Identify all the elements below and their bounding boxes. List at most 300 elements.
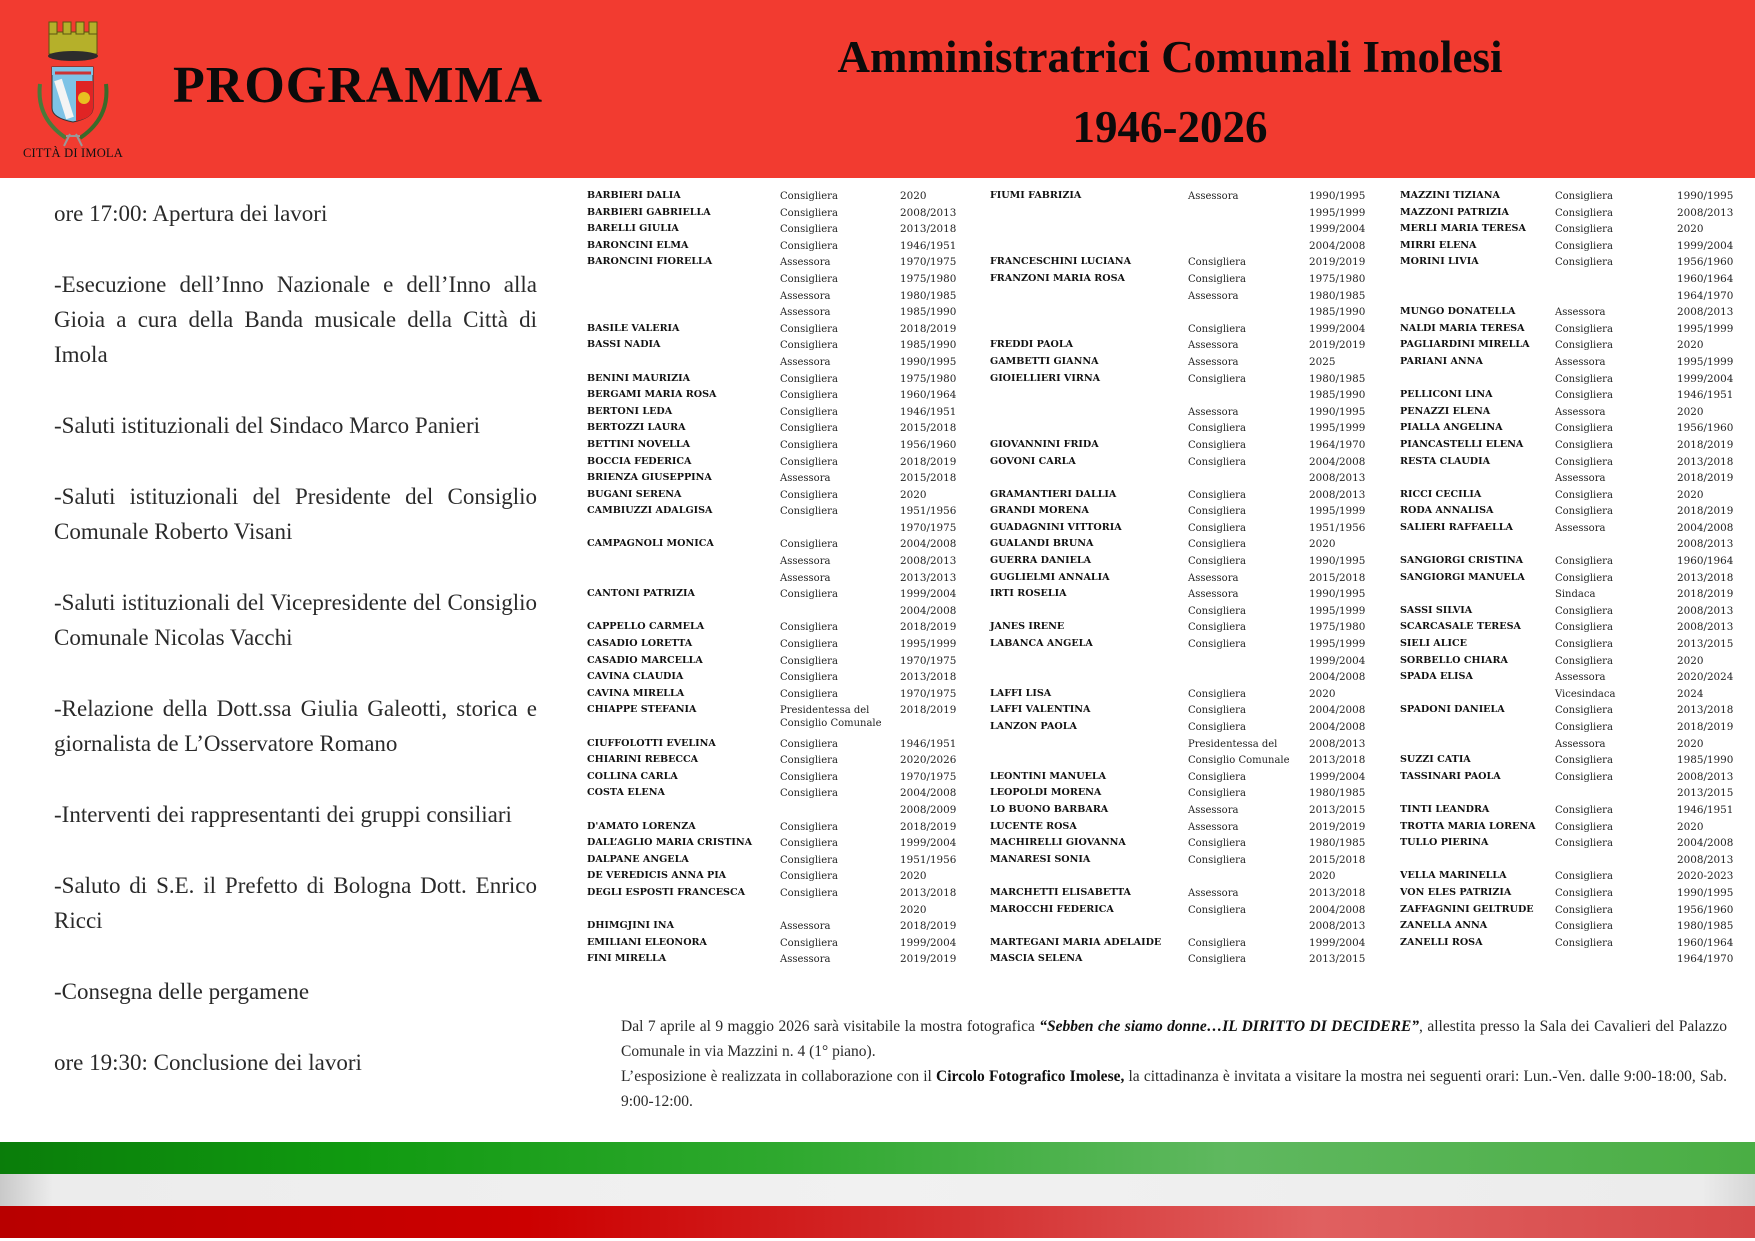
member-years: 1990/1995 — [1677, 886, 1734, 899]
member-name: BASILE VALERIA — [587, 322, 680, 334]
member-name: MARCHETTI ELISABETTA — [990, 886, 1132, 898]
member-name: COSTA ELENA — [587, 787, 665, 799]
member-years: 1970/1975 — [900, 687, 957, 700]
member-years: 1975/1980 — [900, 372, 957, 385]
member-role: Assessora — [780, 954, 831, 966]
member-years: 1964/1970 — [1309, 438, 1366, 451]
member-role: Consigliera — [1555, 904, 1613, 916]
member-years: 2020 — [1309, 870, 1336, 883]
member-role: Consigliera — [780, 456, 838, 468]
member-name: IRTI ROSELIA — [990, 588, 1067, 600]
member-role: Consigliera — [780, 240, 838, 252]
member-years: 2004/2008 — [900, 538, 957, 551]
member-name: NALDI MARIA TERESA — [1400, 322, 1525, 334]
member-role: Consigliera — [1555, 423, 1613, 435]
member-years: 1975/1980 — [1309, 272, 1366, 285]
member-name: BERTONI LEDA — [587, 405, 673, 417]
member-years: 2025 — [1309, 355, 1336, 368]
member-role: Assessora — [1188, 589, 1239, 601]
member-years: 1995/1999 — [1309, 206, 1366, 219]
member-years: 2020 — [1309, 687, 1336, 700]
member-role: Consigliera — [1555, 556, 1613, 568]
member-role: Consigliera — [1555, 240, 1613, 252]
member-years: 2018/2019 — [900, 820, 957, 833]
member-role: Assessora — [780, 307, 831, 319]
member-years: 2004/2008 — [1677, 521, 1734, 534]
member-years: 1951/1956 — [900, 853, 957, 866]
member-years: 2008/2013 — [1677, 770, 1734, 783]
member-role: Assessora — [1188, 887, 1239, 899]
member-years: 2004/2008 — [1309, 239, 1366, 252]
member-years: 1990/1995 — [1309, 405, 1366, 418]
member-role: Assessora — [1188, 340, 1239, 352]
member-role: Consigliera — [1555, 340, 1613, 352]
member-role: Consigliera — [780, 539, 838, 551]
member-years: 1995/1999 — [1677, 355, 1734, 368]
member-years: 2020 — [900, 488, 927, 501]
member-name: GUGLIELMI ANNALIA — [990, 571, 1110, 583]
member-role: Consigliera — [1188, 439, 1246, 451]
member-name: CAVINA CLAUDIA — [587, 671, 684, 683]
member-years: 1999/2004 — [1309, 770, 1366, 783]
member-role: Assessora — [1555, 738, 1606, 750]
member-role: Consigliera — [780, 489, 838, 501]
member-years: 1951/1956 — [900, 505, 957, 518]
member-role: Consigliera — [1188, 722, 1246, 733]
member-name: PENAZZI ELENA — [1400, 405, 1491, 417]
member-role: Consigliera — [1188, 605, 1246, 617]
member-years: 1985/1990 — [1309, 389, 1366, 402]
member-years: 1990/1995 — [1309, 190, 1366, 202]
member-name: FINI MIRELLA — [587, 953, 667, 965]
member-years: 2004/2008 — [1309, 721, 1366, 733]
member-years: 2020 — [900, 903, 927, 916]
program-item: -Saluti istituzionali del Presidente del Consiglio Comunale Roberto Visani — [54, 484, 537, 544]
member-role: Consigliera — [780, 755, 838, 767]
member-years: 2008/2013 — [1309, 488, 1366, 501]
member-name: DEGLI ESPOSTI FRANCESCA — [587, 886, 746, 898]
member-name: SCARCASALE TERESA — [1400, 621, 1521, 633]
member-years: 1999/2004 — [1677, 239, 1734, 252]
member-years: 2008/2013 — [1677, 853, 1734, 866]
member-name: MAROCCHI FEDERICA — [990, 903, 1114, 915]
member-name: VELLA MARINELLA — [1400, 870, 1507, 882]
exhibit-paragraph-1 — [621, 1014, 1727, 1064]
member-role: Consigliera — [780, 854, 838, 866]
member-role: Consigliera — [1188, 639, 1246, 651]
member-years: 2020 — [1677, 339, 1704, 352]
member-role: Consigliera — [1555, 804, 1613, 816]
member-years: 1999/2004 — [1309, 223, 1366, 236]
program-item: -Saluti istituzionali del Vicepresidente del Consiglio Comunale Nicolas Vacchi — [54, 590, 537, 650]
member-name: VON ELES PATRIZIA — [1400, 886, 1512, 898]
member-name: LUCENTE ROSA — [990, 820, 1077, 832]
member-name: TROTTA MARIA LORENA — [1400, 820, 1536, 832]
member-years: 2020 — [1677, 488, 1704, 501]
member-role: Consigliera — [1188, 456, 1246, 468]
member-years: 1999/2004 — [900, 837, 957, 850]
member-years: 1999/2004 — [1309, 322, 1366, 335]
member-role: Consigliera — [1555, 887, 1613, 899]
member-role: Consigliera — [1555, 572, 1613, 584]
member-role: Consigliera — [780, 871, 838, 883]
member-years: 2020 — [1677, 405, 1704, 418]
member-role: Consigliera — [1188, 688, 1246, 700]
member-role: Consigliera — [1555, 191, 1613, 202]
member-name: DHIMGJINI INA — [587, 920, 675, 932]
member-years: 2018/2019 — [900, 704, 957, 717]
member-role: Assessora — [780, 556, 831, 568]
member-name: PAGLIARDINI MIRELLA — [1400, 339, 1530, 351]
member-name: BENINI MAURIZIA — [587, 372, 691, 384]
member-role: Assessora — [1188, 572, 1239, 584]
exhibit-text: L’esposizione è realizzata in collaborazione con il — [621, 1068, 937, 1085]
member-name: LAFFI VALENTINA — [990, 704, 1091, 716]
member-role: Consigliera — [1188, 556, 1246, 568]
member-years: 2013/2013 — [900, 571, 957, 584]
member-years: 2015/2018 — [900, 422, 957, 435]
member-role: Consigliera — [1555, 489, 1613, 501]
member-years: 2008/2013 — [900, 555, 957, 568]
member-years: 2008/2013 — [900, 206, 957, 219]
member-role: Consigliera — [780, 655, 838, 667]
member-years: 1990/1995 — [1309, 588, 1366, 601]
member-name: CAMBIUZZI ADALGISA — [587, 505, 713, 517]
member-years: 1946/1951 — [1677, 389, 1734, 402]
member-years: 2020 — [1677, 654, 1704, 667]
member-years: 2019/2019 — [1309, 339, 1366, 352]
italian-flag-ribbon — [0, 1142, 1755, 1238]
member-role: Consigliera — [1555, 323, 1613, 335]
exhibit-text: , allestita presso la Sala dei Cavalieri del Palazzo Comunale in via Mazzini n. 4 (1° piano). — [621, 1018, 1727, 1060]
member-name: BRIENZA GIUSEPPINA — [587, 472, 712, 484]
member-role: Assessora — [1555, 473, 1606, 485]
member-name: SANGIORGI CRISTINA — [1400, 555, 1524, 567]
member-name: MASCIA SELENA — [990, 953, 1083, 965]
member-years: 1964/1970 — [1677, 953, 1734, 966]
program-item: -Esecuzione dell’Inno Nazionale e dell’Inno alla Gioia a cura della Banda musicale della Città di Imola — [54, 272, 537, 367]
member-name: BERGAMI MARIA ROSA — [587, 389, 717, 401]
member-role: Consigliera — [1188, 423, 1246, 435]
member-years: 2020 — [900, 870, 927, 883]
member-role: Consigliera — [1188, 838, 1246, 850]
member-years: 2020 — [1309, 538, 1336, 551]
member-name: MAZZONI PATRIZIA — [1400, 206, 1509, 218]
member-years: 2013/2018 — [900, 671, 957, 684]
member-name: BARONCINI ELMA — [587, 239, 689, 251]
member-role: Assessora — [1555, 522, 1606, 534]
member-name: DE VEREDICIS ANNA PIA — [587, 870, 727, 882]
member-years: 1960/1964 — [1677, 272, 1734, 285]
member-years: 2008/2013 — [1677, 538, 1734, 551]
member-name: CAVINA MIRELLA — [587, 687, 685, 699]
member-role: Consigliera — [1188, 904, 1246, 916]
member-name: MORINI LIVIA — [1400, 256, 1479, 268]
member-name: GIOIELLIERI VIRNA — [990, 372, 1101, 384]
member-role: Consigliera — [1555, 622, 1613, 634]
member-role: Consigliera — [780, 273, 838, 285]
member-years: 2018/2019 — [1677, 588, 1734, 601]
member-name: DALPANE ANGELA — [587, 853, 689, 865]
member-name: GUERRA DANIELA — [990, 555, 1092, 567]
member-years: 1990/1995 — [900, 355, 957, 368]
member-years: 2018/2019 — [900, 322, 957, 335]
member-role: Consigliera — [1188, 273, 1246, 285]
member-name: SANGIORGI MANUELA — [1400, 571, 1525, 583]
member-name: LAFFI LISA — [990, 687, 1052, 699]
member-role: Consigliera — [780, 589, 838, 601]
member-years: 2004/2008 — [900, 604, 957, 617]
member-role: Consigliera — [780, 423, 838, 435]
member-role: Consigliera — [1555, 722, 1613, 733]
member-role: Consigliera — [1188, 854, 1246, 866]
member-role: Consigliera — [780, 191, 838, 202]
member-role: Consigliera — [780, 207, 838, 219]
member-years: 2018/2019 — [1677, 438, 1734, 451]
member-years: 1985/1990 — [1677, 754, 1734, 767]
member-years: 1946/1951 — [900, 239, 957, 252]
member-years: 2013/2018 — [1309, 754, 1366, 767]
member-years: 2020/2024 — [1677, 671, 1734, 684]
member-role: Assessora — [1188, 290, 1239, 302]
member-name: PIANCASTELLI ELENA — [1400, 438, 1524, 450]
member-years: 1990/1995 — [1309, 555, 1366, 568]
member-years: 1956/1960 — [1677, 256, 1734, 269]
member-role: Consigliera — [1555, 655, 1613, 667]
member-role: Consigliera — [780, 738, 838, 750]
member-role: Assessora — [780, 257, 831, 269]
member-years: 1956/1960 — [900, 438, 957, 451]
member-name: SUZZI CATIA — [1400, 754, 1471, 766]
member-years: 2015/2018 — [1309, 853, 1366, 866]
member-name: CAPPELLO CARMELA — [587, 621, 705, 633]
member-role: Consigliera — [1188, 506, 1246, 518]
member-years: 2024 — [1677, 687, 1704, 700]
program-item: ore 17:00: Apertura dei lavori — [54, 201, 328, 226]
member-years: 2020 — [1677, 820, 1704, 833]
member-years: 2013/2018 — [1309, 886, 1366, 899]
member-role: Assessora — [1555, 307, 1606, 319]
member-name: CIUFFOLOTTI EVELINA — [587, 737, 716, 749]
program-item: -Saluti istituzionali del Sindaco Marco Panieri — [54, 413, 481, 438]
member-role: Consigliera — [780, 788, 838, 800]
member-years: 1999/2004 — [900, 588, 957, 601]
member-role: Assessora — [1188, 356, 1239, 368]
member-role: Consigliera — [1188, 705, 1246, 717]
member-name: PARIANI ANNA — [1400, 355, 1483, 367]
member-name: BOCCIA FEDERICA — [587, 455, 692, 467]
member-years: 2020 — [1677, 737, 1704, 750]
member-role: Consigliera — [1555, 506, 1613, 518]
member-name: JANES IRENE — [990, 621, 1065, 633]
member-years: 1951/1956 — [1309, 521, 1366, 534]
program-item: -Interventi dei rappresentanti dei gruppi consiliari — [54, 802, 512, 827]
member-name: CHIAPPE STEFANIA — [587, 704, 697, 716]
member-years: 1995/1999 — [1309, 505, 1366, 518]
member-name: RICCI CECILIA — [1400, 488, 1482, 500]
member-years: 1980/1985 — [900, 289, 957, 302]
member-years: 1960/1964 — [900, 389, 957, 402]
flag-band-red — [0, 1206, 1755, 1238]
member-role: Consigliera — [780, 672, 838, 684]
flag-band-white — [0, 1174, 1755, 1206]
exhibit-paragraph-2 — [621, 1064, 1727, 1114]
member-name: MIRRI ELENA — [1400, 239, 1477, 251]
member-name: GAMBETTI GIANNA — [990, 355, 1099, 367]
member-name: SPADA ELISA — [1400, 671, 1473, 683]
member-years: 1999/2004 — [1309, 654, 1366, 667]
member-years: 2013/2018 — [900, 886, 957, 899]
member-years: 2018/2019 — [1677, 472, 1734, 485]
member-name: LANZON PAOLA — [990, 721, 1077, 732]
member-years: 2008/2013 — [1309, 737, 1366, 750]
member-years: 1980/1985 — [1309, 787, 1366, 800]
member-name: MARTEGANI MARIA ADELAIDE — [990, 936, 1162, 948]
programma-heading: PROGRAMMA — [173, 57, 544, 114]
member-role: Consigliera — [1188, 788, 1246, 800]
program-item: -Saluto di S.E. il Prefetto di Bologna Dott. Enrico Ricci — [54, 873, 537, 933]
member-role: Consigliera — [780, 622, 838, 634]
member-name: LABANCA ANGELA — [990, 638, 1093, 650]
member-years: 2013/2015 — [1309, 953, 1366, 966]
member-years: 1975/1980 — [1309, 621, 1366, 634]
member-years: 2020 — [1677, 223, 1704, 236]
member-years: 1956/1960 — [1677, 422, 1734, 435]
member-role: Assessora — [780, 921, 831, 933]
member-years: 2018/2019 — [900, 621, 957, 634]
member-role: Consigliera — [1555, 456, 1613, 468]
flag-band-green — [0, 1142, 1755, 1174]
member-role: Consigliera — [1555, 605, 1613, 617]
member-name: COLLINA CARLA — [587, 770, 678, 782]
title-line-1: Amministratrici Comunali Imolesi — [837, 32, 1503, 82]
member-years: 2018/2019 — [1677, 505, 1734, 518]
member-role: Assessora — [780, 290, 831, 302]
member-role: Consigliera — [1555, 705, 1613, 717]
member-years: 2008/2009 — [900, 803, 957, 816]
member-role: Consigliera — [780, 340, 838, 352]
member-years: 1980/1985 — [1309, 372, 1366, 385]
member-role: Consigliera — [780, 821, 838, 833]
member-role: Consigliera — [780, 937, 838, 949]
member-role: Consigliera — [1188, 522, 1246, 534]
member-name: RESTA CLAUDIA — [1400, 455, 1491, 467]
program-item: ore 19:30: Conclusione dei lavori — [54, 1050, 362, 1075]
member-name: GRANDI MORENA — [990, 505, 1090, 517]
program-item: -Relazione della Dott.ssa Giulia Galeotti, storica e giornalista de L’Osservatore Romano — [54, 696, 537, 756]
exhibit-notice — [621, 1014, 1727, 1114]
member-role: Presidentessa del Consiglio Comunale — [780, 705, 882, 730]
member-name: SORBELLO CHIARA — [1400, 654, 1508, 666]
member-name: GUALANDI BRUNA — [990, 538, 1094, 550]
member-years: 2020 — [900, 190, 927, 202]
member-role: Consigliera — [780, 439, 838, 451]
member-name: SALIERI RAFFAELLA — [1400, 521, 1513, 533]
member-role: Consigliera — [780, 506, 838, 518]
member-name: LO BUONO BARBARA — [990, 803, 1109, 815]
member-role: Consigliera — [1555, 439, 1613, 451]
member-name: SASSI SILVIA — [1400, 604, 1473, 616]
member-name: FIUMI FABRIZIA — [990, 190, 1082, 201]
member-role: Consigliera — [780, 887, 838, 899]
member-name: PELLICONI LINA — [1400, 389, 1493, 401]
member-role: Consigliera — [1188, 937, 1246, 949]
member-role: Consigliera — [1555, 224, 1613, 236]
member-name: ZANELLA ANNA — [1400, 920, 1488, 932]
member-years: 1970/1975 — [900, 521, 957, 534]
member-years: 1960/1964 — [1677, 936, 1734, 949]
crest-caption: CITTÀ DI IMOLA — [22, 146, 123, 160]
member-role: Consigliera — [1555, 639, 1613, 651]
member-role: Assessora — [780, 473, 831, 485]
member-years: 2008/2013 — [1309, 472, 1366, 485]
member-years: 2015/2018 — [900, 472, 957, 485]
member-role: Consigliera — [780, 639, 838, 651]
member-years: 1995/1999 — [1309, 604, 1366, 617]
member-name: LEOPOLDI MORENA — [990, 787, 1102, 799]
member-role: Consigliera — [780, 771, 838, 783]
member-name: LEONTINI MANUELA — [990, 770, 1107, 782]
exhibit-text: Dal 7 aprile al 9 maggio 2026 sarà visitabile la mostra fotografica — [621, 1018, 1040, 1035]
member-years: 2018/2019 — [900, 920, 957, 933]
member-years: 2004/2008 — [1309, 671, 1366, 684]
member-name: FRANZONI MARIA ROSA — [990, 272, 1125, 284]
member-years: 1990/1995 — [1677, 190, 1734, 202]
member-years: 2013/2018 — [1677, 455, 1734, 468]
member-role: Consigliera — [780, 688, 838, 700]
city-crest-icon — [14, 18, 132, 163]
member-name: GOVONI CARLA — [990, 455, 1076, 467]
member-name: RODA ANNALISA — [1400, 505, 1494, 517]
member-role: Consigliera — [1188, 954, 1246, 966]
member-role: Consigliera — [780, 373, 838, 385]
member-role: Consigliera — [1555, 821, 1613, 833]
member-name: PIALLA ANGELINA — [1400, 422, 1503, 434]
member-years: 2008/2013 — [1677, 306, 1734, 319]
member-role: Consigliera — [1188, 257, 1246, 269]
program-item: -Consegna delle pergamene — [54, 979, 310, 1004]
member-years: 1999/2004 — [900, 936, 957, 949]
member-name: TINTI LEANDRA — [1400, 803, 1490, 815]
member-years: 2013/2018 — [1677, 704, 1734, 717]
member-role: Consigliera — [1188, 489, 1246, 501]
member-name: BARELLI GIULIA — [587, 223, 679, 235]
member-years: 1999/2004 — [1677, 372, 1734, 385]
member-role: Consigliera — [1188, 771, 1246, 783]
member-years: 1960/1964 — [1677, 555, 1734, 568]
member-role: Sindaca — [1555, 589, 1596, 601]
member-name: MAZZINI TIZIANA — [1400, 190, 1500, 201]
member-name: MUNGO DONATELLA — [1400, 306, 1516, 318]
member-name: BERTOZZI LAURA — [587, 422, 686, 434]
member-years: 2013/2018 — [1677, 571, 1734, 584]
member-name: EMILIANI ELEONORA — [587, 936, 707, 948]
member-role: Assessora — [1555, 406, 1606, 418]
member-role: Consiglio Comunale — [1188, 755, 1290, 767]
member-years: 1999/2004 — [1309, 936, 1366, 949]
member-name: FREDDI PAOLA — [990, 339, 1074, 351]
member-years: 1995/1999 — [1677, 322, 1734, 335]
member-years: 1995/1999 — [900, 638, 957, 651]
member-name: BARONCINI FIORELLA — [587, 256, 713, 268]
member-name: FRANCESCHINI LUCIANA — [990, 256, 1132, 268]
member-years: 2008/2013 — [1309, 920, 1366, 933]
member-years: 1964/1970 — [1677, 289, 1734, 302]
member-role: Consigliera — [1555, 755, 1613, 767]
member-years: 1995/1999 — [1309, 638, 1366, 651]
member-name: D'AMATO LORENZA — [587, 820, 696, 832]
member-name: TASSINARI PAOLA — [1400, 770, 1501, 782]
